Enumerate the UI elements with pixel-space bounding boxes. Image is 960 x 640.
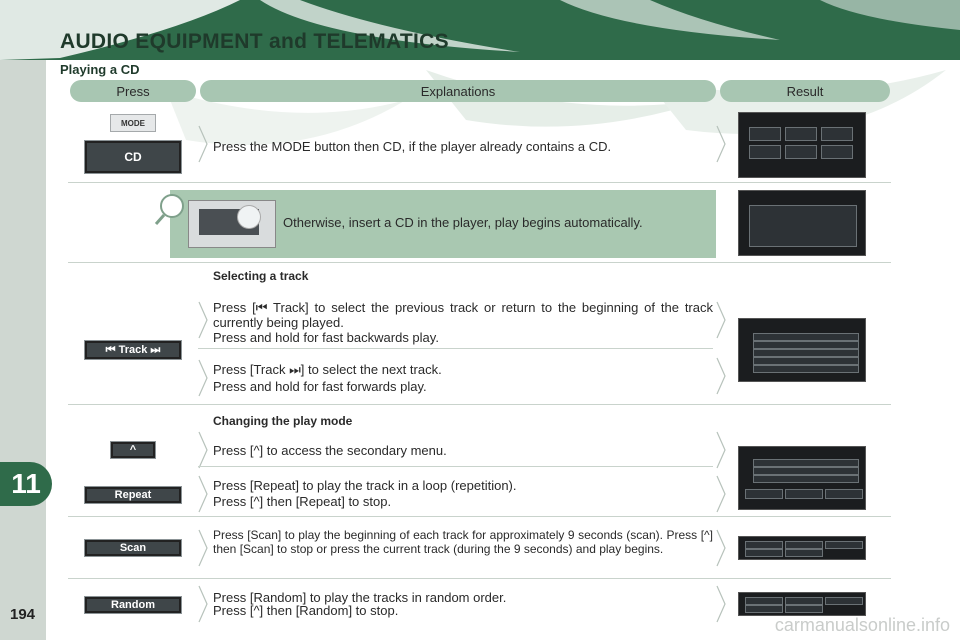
secondary-menu-text: Press [^] to access the secondary menu. [213, 443, 447, 458]
row-divider [198, 466, 713, 467]
repeat-stop-text: Press [^] then [Repeat] to stop. [213, 494, 392, 509]
chevron-right-icon [198, 358, 208, 398]
row-divider [68, 182, 891, 183]
chevron-right-icon [198, 300, 208, 340]
watermark: carmanualsonline.info [774, 615, 950, 635]
row-divider [68, 262, 891, 263]
column-header-explanations: Explanations [200, 80, 716, 102]
chevron-right-icon [198, 474, 208, 514]
page-title: AUDIO EQUIPMENT and TELEMATICS [60, 30, 449, 53]
chevron-right-icon [198, 584, 208, 624]
secondary-menu-button[interactable]: ^ [110, 441, 156, 459]
random-text: Press [Random] to play the tracks in random order. [213, 590, 507, 605]
chevron-right-icon [198, 124, 208, 164]
track-button[interactable]: ⏮ Track ⏭ [84, 340, 182, 360]
chevron-right-icon [716, 474, 726, 514]
chevron-right-icon [716, 356, 726, 396]
row-divider [198, 348, 713, 349]
selecting-track-heading: Selecting a track [213, 269, 309, 283]
chevron-right-icon [716, 584, 726, 624]
cd-slot-illustration [188, 200, 276, 248]
prev-track-text: Press [⏮ Track] to select the previous track or return to the beginning of the track currently being played. [213, 300, 713, 330]
row-divider [68, 516, 891, 517]
result-screen-media-source [738, 112, 866, 178]
result-screen-check-disk [738, 190, 866, 256]
result-screen-scan [738, 536, 866, 560]
row-divider [68, 578, 891, 579]
result-screen-track-list [738, 318, 866, 382]
page-number: 194 [10, 606, 36, 623]
result-screen-secondary-menu [738, 446, 866, 510]
chevron-right-icon [716, 300, 726, 340]
next-track-hold-text: Press and hold for fast forwards play. [213, 379, 427, 394]
repeat-text: Press [Repeat] to play the track in a loop (repetition). [213, 478, 517, 493]
chevron-right-icon [716, 124, 726, 164]
prev-track-hold-text: Press and hold for fast backwards play. [213, 330, 439, 345]
row-mode-cd-text: Press the MODE button then CD, if the player already contains a CD. [213, 139, 612, 154]
cd-button[interactable]: CD [84, 140, 182, 174]
chapter-tab: 11 [0, 462, 52, 506]
chevron-right-icon [198, 430, 208, 470]
next-track-text: Press [Track ⏭] to select the next track. [213, 362, 442, 377]
scan-text: Press [Scan] to play the beginning of each track for approximately 9 seconds (scan). Press [^] then [Scan] to stop or press the current track (during the 9 seconds) and play begins. [213, 528, 713, 556]
magnifier-icon [150, 188, 190, 228]
chevron-right-icon [198, 528, 208, 568]
row-divider [68, 404, 891, 405]
chevron-right-icon [716, 430, 726, 470]
scan-button[interactable]: Scan [84, 539, 182, 557]
column-header-result: Result [720, 80, 890, 102]
row-insert-cd-text: Otherwise, insert a CD in the player, play begins automatically. [283, 215, 643, 230]
mode-button[interactable]: MODE [110, 114, 156, 132]
random-button[interactable]: Random [84, 596, 182, 614]
random-stop-text: Press [^] then [Random] to stop. [213, 603, 399, 618]
repeat-button[interactable]: Repeat [84, 486, 182, 504]
play-mode-heading: Changing the play mode [213, 414, 353, 428]
result-screen-random [738, 592, 866, 616]
chevron-right-icon [716, 528, 726, 568]
left-margin-strip [0, 60, 46, 640]
column-header-press: Press [70, 80, 196, 102]
section-title: Playing a CD [60, 62, 140, 77]
